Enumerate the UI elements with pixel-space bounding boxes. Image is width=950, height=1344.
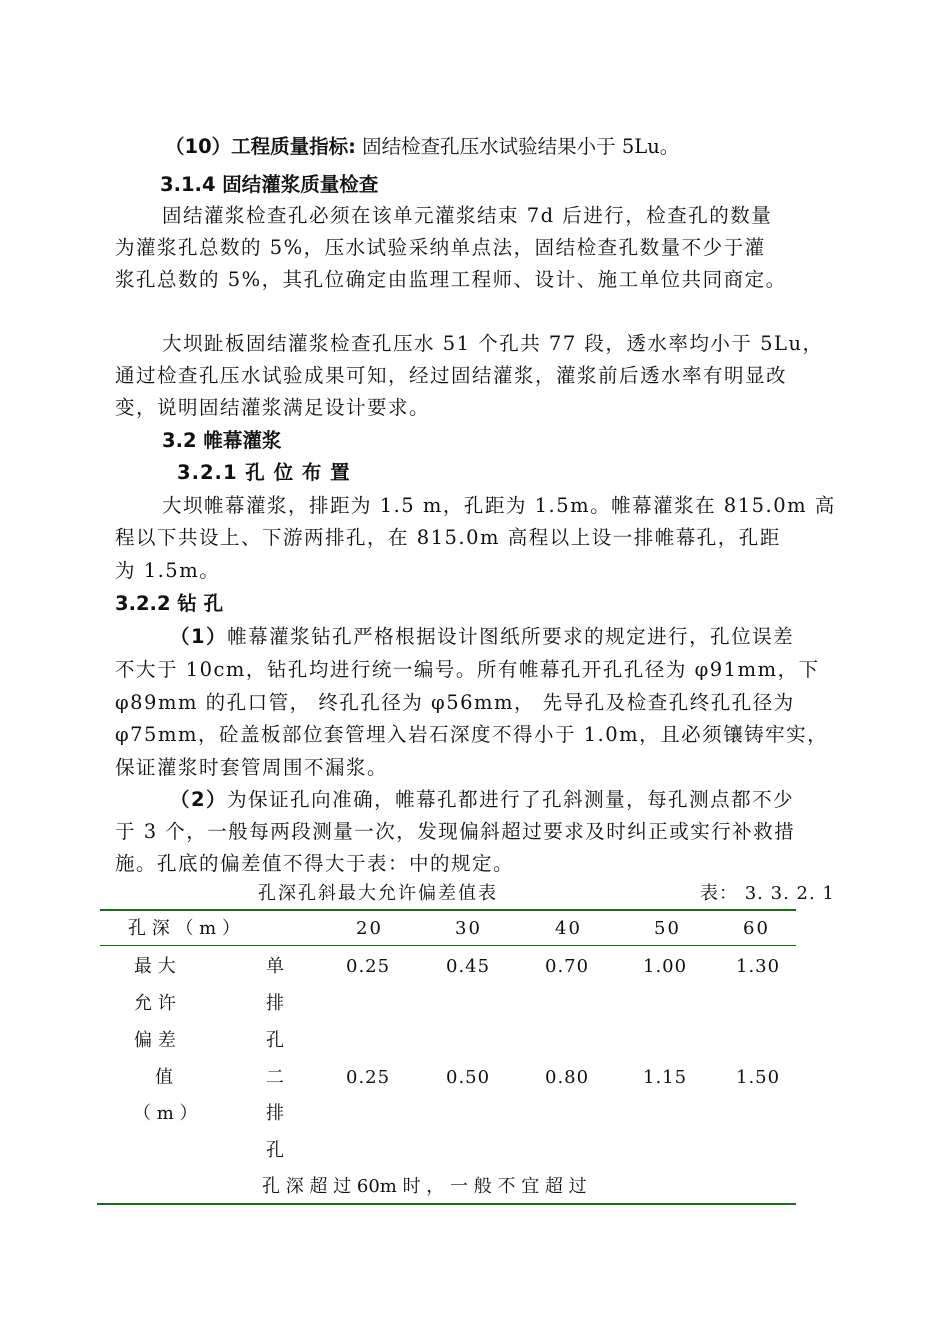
depth-40: 40 — [555, 918, 582, 939]
hole-layout-line-1: 大坝帷幕灌浆，排距为 1.5 m，孔距为 1.5m。帷幕灌浆在 815.0m 高 — [162, 494, 836, 517]
section-heading-3-1-4: 3.1.4 固结灌浆质量检查 — [160, 173, 379, 196]
double-row-label-1: 二 — [266, 1067, 284, 1088]
single-value-40: 0.70 — [545, 956, 590, 977]
double-value-40: 0.80 — [545, 1067, 590, 1088]
consolidation-check-line-2: 为灌浆孔总数的 5%，压水试验采纳单点法，固结检查孔数量不少于灌 — [115, 236, 766, 259]
dam-check-line-2: 通过检查孔压水试验成果可知，经过固结灌浆，灌浆前后透水率有明显改 — [115, 364, 788, 387]
drilling-para-2-label: （2） — [170, 788, 228, 811]
single-value-50: 1.00 — [643, 956, 688, 977]
drilling-para-2-line-3: 施。孔底的偏差值不得大于表：中的规定。 — [115, 852, 515, 875]
drilling-para-1-line-1 — [170, 624, 794, 650]
drilling-para-1-label: （1） — [170, 625, 228, 648]
table-number: 表： 3. 3. 2. 1 — [700, 883, 835, 904]
quality-indicator-line — [165, 134, 679, 160]
drilling-para-1-text: 帷幕灌浆钻孔严格根据设计图纸所要求的规定进行，孔位误差 — [227, 625, 795, 648]
drilling-para-1-line-4: φ75mm，砼盖板部位套管埋入岩石深度不得小于 1.0m，且必须镶铸牢实， — [115, 723, 829, 746]
depth-header-label: 孔 深 （ m ） — [128, 918, 240, 939]
table-top-rule — [100, 909, 796, 911]
section-heading-3-2-1: 3.2.1 孔 位 布 置 — [177, 461, 351, 484]
depth-60: 60 — [743, 918, 770, 939]
row-label-line-5: （ m ） — [133, 1103, 198, 1124]
depth-20: 20 — [356, 918, 383, 939]
single-value-20: 0.25 — [346, 956, 391, 977]
double-row-label-2: 排 — [266, 1103, 284, 1124]
table-caption: 孔深孔斜最大允许偏差值表 — [258, 883, 498, 904]
quality-indicator-text: 固结检查孔压水试验结果小于 5Lu。 — [362, 135, 680, 158]
consolidation-check-line-1: 固结灌浆检查孔必须在该单元灌浆结束 7d 后进行，检查孔的数量 — [162, 204, 773, 227]
row-label-line-1: 最 大 — [134, 956, 176, 977]
hole-layout-line-2: 程以下共设上、下游两排孔，在 815.0m 高程以上设一排帷幕孔，孔距 — [115, 526, 781, 549]
drilling-para-1-line-2: 不大于 10cm，钻孔均进行统一编号。所有帷幕孔开孔孔径为 φ91mm，下 — [115, 658, 820, 681]
table-header-rule — [100, 945, 796, 946]
dam-check-line-3: 变，说明固结灌浆满足设计要求。 — [115, 396, 431, 419]
table-bottom-rule — [97, 1203, 796, 1205]
quality-indicator-label: （10）工程质量指标: — [165, 135, 356, 158]
double-value-20: 0.25 — [346, 1067, 391, 1088]
single-row-label-2: 排 — [266, 993, 284, 1014]
row-label-line-2: 允 许 — [134, 993, 176, 1014]
double-value-50: 1.15 — [643, 1067, 688, 1088]
depth-30: 30 — [455, 918, 482, 939]
single-value-30: 0.45 — [446, 956, 491, 977]
double-row-label-3: 孔 — [266, 1140, 284, 1161]
dam-check-line-1: 大坝趾板固结灌浆检查孔压水 51 个孔共 77 段，透水率均小于 5Lu， — [162, 332, 824, 355]
consolidation-check-line-3: 浆孔总数的 5%，其孔位确定由监理工程师、设计、施工单位共同商定。 — [115, 268, 787, 291]
drilling-para-1-line-5: 保证灌浆时套管周围不漏浆。 — [115, 756, 389, 779]
row-label-line-4: 值 — [155, 1067, 173, 1088]
depth-50: 50 — [654, 918, 681, 939]
row-label-line-3: 偏 差 — [134, 1030, 176, 1051]
drilling-para-2-line-2: 于 3 个，一般每两段测量一次，发现偏斜超过要求及时纠正或实行补救措 — [115, 820, 796, 843]
section-heading-3-2: 3.2 帷幕灌浆 — [162, 429, 282, 452]
drilling-para-1-line-3: φ89mm 的孔口管， 终孔孔径为 φ56mm， 先导孔及检查孔终孔孔径为 — [115, 691, 795, 714]
single-row-label-3: 孔 — [266, 1030, 284, 1051]
double-value-30: 0.50 — [446, 1067, 491, 1088]
drilling-para-2-text: 为保证孔向准确，帷幕孔都进行了孔斜测量，每孔测点都不少 — [227, 788, 795, 811]
table-note: 孔 深 超 过 60m 时 ， 一 般 不 宜 超 过 — [262, 1176, 587, 1197]
double-value-60: 1.50 — [736, 1067, 781, 1088]
section-heading-3-2-2: 3.2.2 钻 孔 — [115, 592, 224, 615]
drilling-para-2-line-1 — [170, 787, 794, 813]
single-value-60: 1.30 — [736, 956, 781, 977]
single-row-label-1: 单 — [266, 956, 284, 977]
hole-layout-line-3: 为 1.5m。 — [115, 559, 221, 582]
